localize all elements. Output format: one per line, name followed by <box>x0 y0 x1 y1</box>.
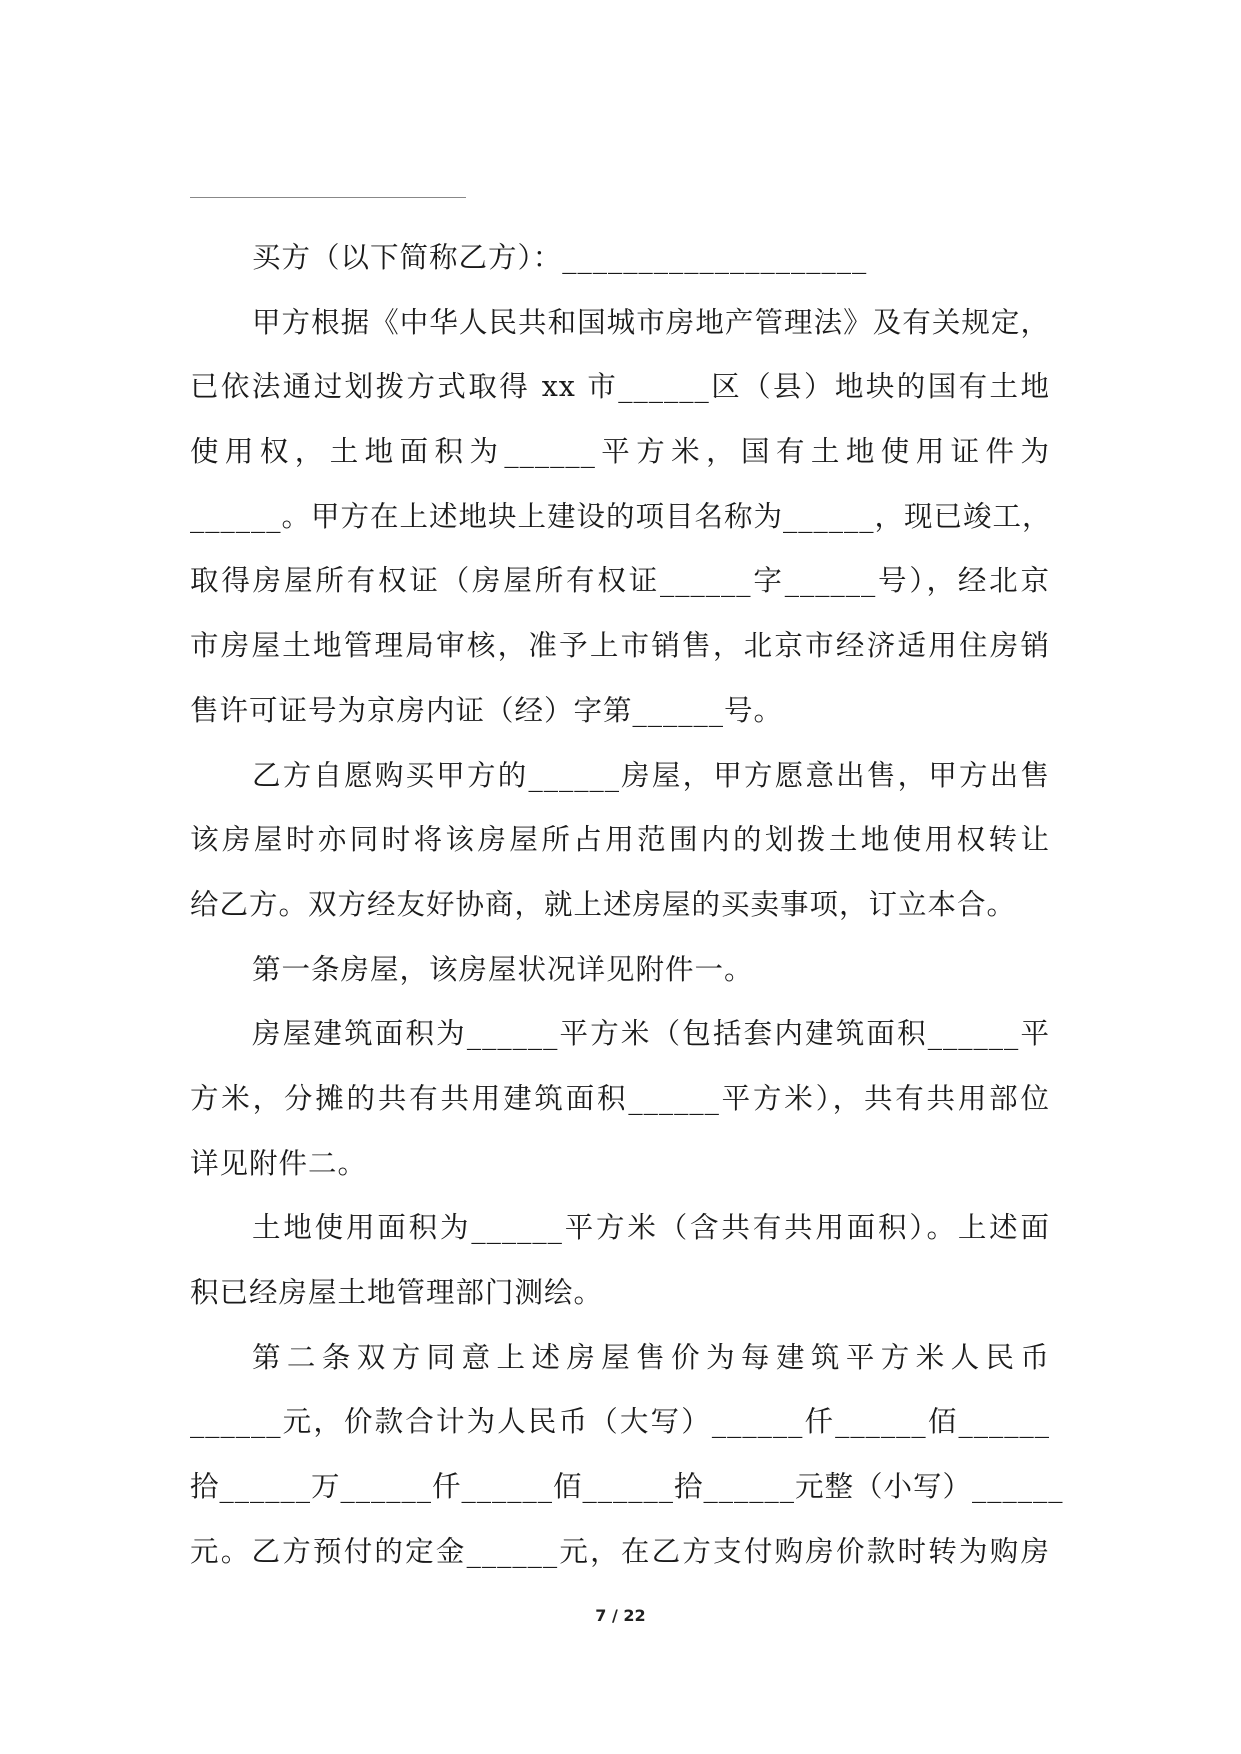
text-line: 土地使用面积为______平方米（含共有共用面积）。上述面 <box>252 1211 1050 1245</box>
text-line: ______。甲方在上述地块上建设的项目名称为______，现已竣工， <box>190 499 1052 533</box>
text-line: 积已经房屋土地管理部门测绘。 <box>190 1276 604 1309</box>
text-line: 该房屋时亦同时将该房屋所占用范围内的划拨土地使用权转让 <box>190 823 1050 857</box>
text-line: 市房屋土地管理局审核，准予上市销售，北京市经济适用住房销 <box>190 629 1050 663</box>
blank-underline <box>190 197 466 198</box>
text-line: 乙方自愿购买甲方的______房屋，甲方愿意出售，甲方出售 <box>252 758 1050 792</box>
text-line: ______元，价款合计为人民币（大写）______仟______佰______ <box>190 1405 1050 1439</box>
text-line: 售许可证号为京房内证（经）字第______号。 <box>190 693 784 727</box>
page-number: 7 / 22 <box>595 1606 646 1625</box>
text-line: 给乙方。双方经友好协商，就上述房屋的买卖事项，订立本合。 <box>190 887 1017 921</box>
text-line: 元。乙方预付的定金______元，在乙方支付购房价款时转为购房 <box>190 1534 1050 1568</box>
text-line: 房屋建筑面积为______平方米（包括套内建筑面积______平 <box>252 1017 1050 1051</box>
text-line: 第二条双方同意上述房屋售价为每建筑平方米人民币 <box>252 1340 1050 1374</box>
text-line: 买方（以下简称乙方）：____________________ <box>252 241 868 274</box>
text-line: 第一条房屋，该房屋状况详见附件一。 <box>252 952 754 986</box>
text-line: 甲方根据《中华人民共和国城市房地产管理法》及有关规定， <box>252 305 1050 339</box>
text-line: 已依法通过划拨方式取得 xx 市______区（县）地块的国有土地 <box>190 370 1050 404</box>
text-line: 方米，分摊的共有共用建筑面积______平方米），共有共用部位 <box>190 1081 1050 1115</box>
text-line: 取得房屋所有权证（房屋所有权证______字______号），经北京 <box>190 564 1050 598</box>
text-line: 详见附件二。 <box>190 1146 368 1180</box>
text-line: 拾______万______仟______佰______拾______元整（小写）______ <box>190 1470 1064 1504</box>
contract-body <box>190 226 1064 1584</box>
text-line: 使用权，土地面积为______平方米，国有土地使用证件为 <box>190 435 1050 469</box>
